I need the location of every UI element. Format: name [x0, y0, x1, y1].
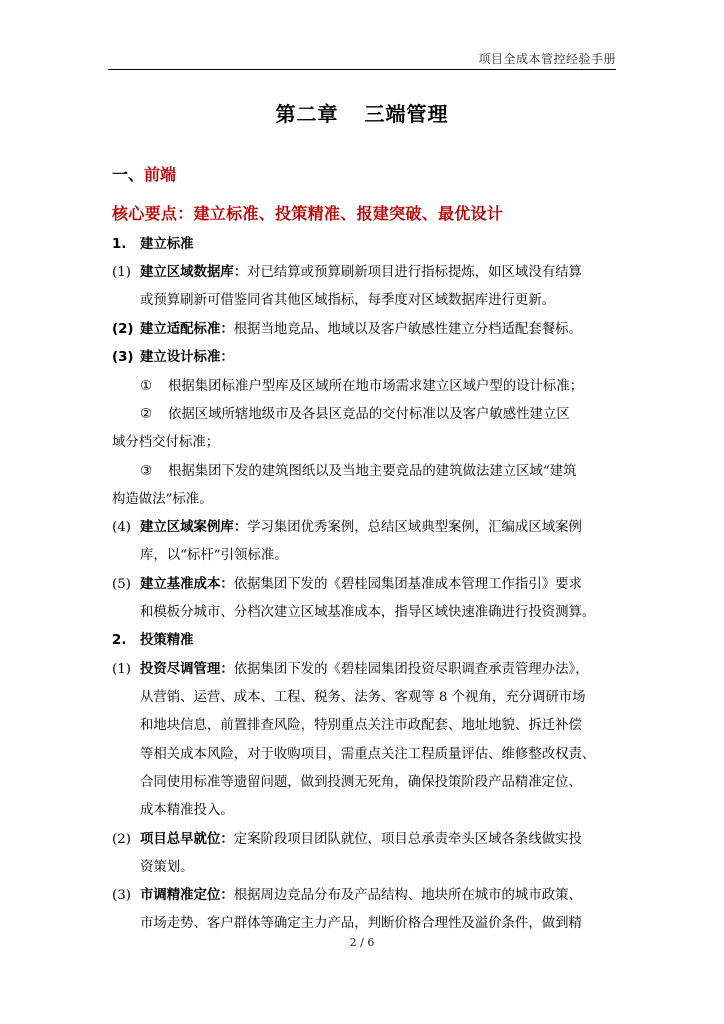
list-item: (5) 建立基准成本：依据集团下发的《碧桂园集团基准成本管理工作指引》要求 — [112, 577, 582, 592]
list-item: (2) 建立适配标准：根据当地竞品、地域以及客户敏感性建立分档适配套餐标。 — [112, 322, 582, 337]
section-prefix: 一、 — [112, 165, 145, 184]
list-item-continuation: 成本精准投入。 — [140, 803, 234, 818]
sub-item: ① 根据集团标准户型库及区域所在地市场需求建立区域户型的设计标准； — [140, 379, 584, 394]
page-number: 2 / 6 — [349, 936, 375, 949]
list-item: (3) 市调精准定位：根据周边竞品分布及产品结构、地块所在城市的城市政策、 — [112, 888, 582, 903]
subsection-heading: 2. 投策精准 — [112, 633, 194, 648]
list-item: (4) 建立区域案例库：学习集团优秀案例，总结区域典型案例，汇编成区域案例 — [112, 520, 582, 535]
list-item-continuation: 或预算刷新可借鉴同省其他区域指标，每季度对区域数据库进行更新。 — [140, 293, 556, 308]
sub-item: ③ 根据集团下发的建筑图纸以及当地主要竞品的建筑做法建立区域“建筑 — [140, 464, 577, 479]
sub-item-continuation: 构造做法”标准。 — [112, 492, 213, 507]
sub-item-continuation: 域分档交付标准； — [112, 435, 220, 450]
list-item: (1) 投资尽调管理：依据集团下发的《碧桂园集团投资尽职调查承责管理办法》， — [112, 662, 589, 677]
list-item-continuation: 市场走势、客户群体等确定主力产品，判断价格合理性及溢价条件，做到精 — [140, 916, 582, 931]
chapter-name: 三端管理 — [364, 102, 449, 126]
list-item-continuation: 资策划。 — [140, 860, 194, 875]
list-item-continuation: 合同使用标准等遗留问题，做到投测无死角，确保投策阶段产品精准定位、 — [140, 775, 582, 790]
chapter-title — [0, 98, 724, 127]
list-item: (1) 建立区域数据库：对已结算或预算刷新项目进行指标提炼，如区域没有结算 — [112, 265, 582, 280]
header-rule — [108, 69, 616, 70]
section-heading — [112, 162, 176, 185]
running-header: 项目全成本管控经验手册 — [478, 52, 616, 66]
subsection-heading: 1. 建立标准 — [112, 237, 194, 252]
list-item-continuation: 库，以“标杆”引领标准。 — [140, 548, 288, 563]
key-points: 核心要点：建立标准、投策精准、报建突破、最优设计 — [112, 204, 504, 223]
section-title: 前端 — [144, 165, 177, 184]
list-item: (3) 建立设计标准： — [112, 350, 234, 365]
list-item: (2) 项目总早就位：定案阶段项目团队就位，项目总承责牵头区域各条线做实投 — [112, 832, 582, 847]
list-item-continuation: 和地块信息，前置排查风险，特别重点关注市政配套、地址地貌、拆迁补偿 — [140, 718, 582, 733]
list-item-continuation: 等相关成本风险，对于收购项目，需重点关注工程质量评估、维修整改权责、 — [140, 747, 596, 762]
sub-item: ② 依据区域所辖地级市及各县区竞品的交付标准以及客户敏感性建立区 — [140, 407, 570, 422]
chapter-number: 第二章 — [275, 102, 339, 126]
list-item-continuation: 从营销、运营、成本、工程、税务、法务、客观等 8 个视角，充分调研市场 — [140, 690, 586, 705]
list-item-continuation: 和模板分城市、分档次建立区域基准成本，指导区域快速准确进行投资测算。 — [140, 605, 596, 620]
